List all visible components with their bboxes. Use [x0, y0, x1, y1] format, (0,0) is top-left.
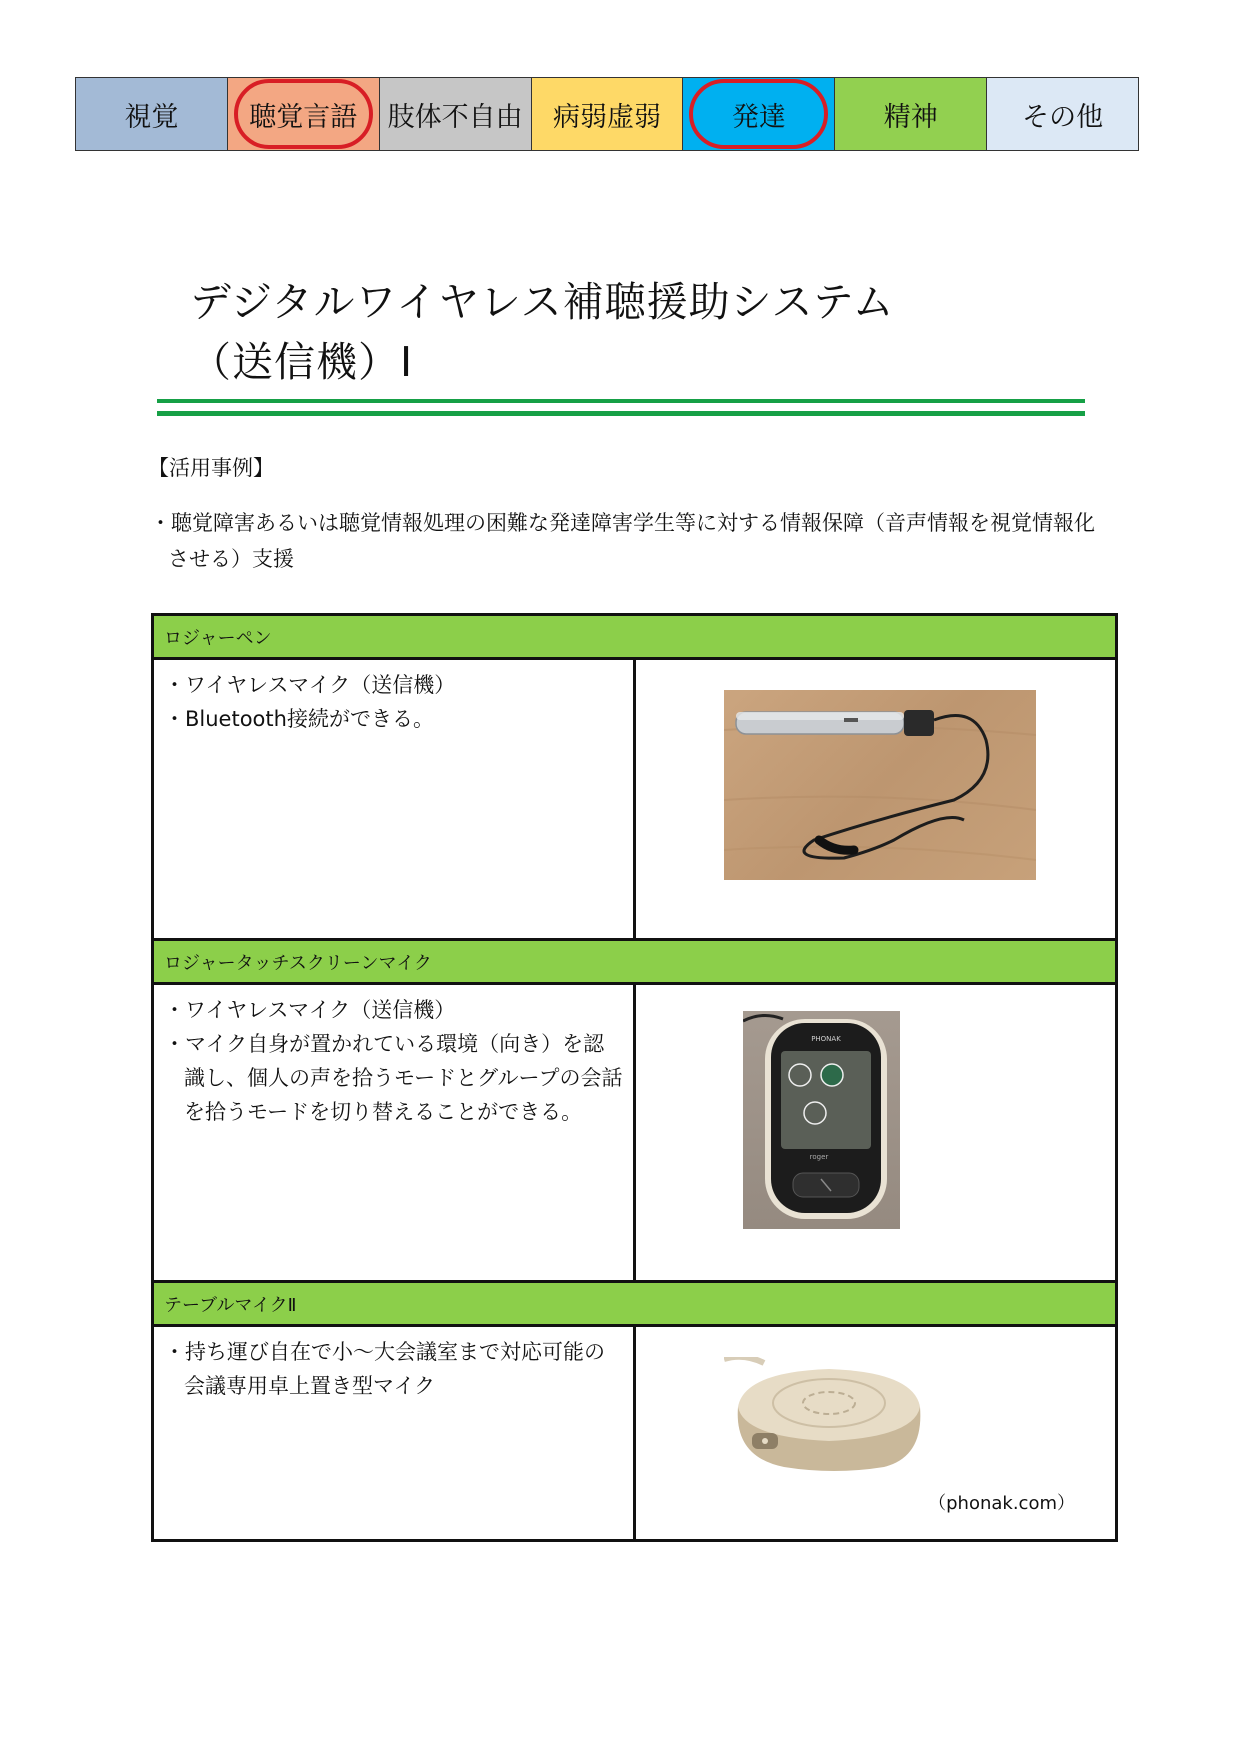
product-image-cell: [636, 660, 1115, 938]
product-row: [154, 1327, 1115, 1539]
category-label: その他: [1022, 101, 1104, 133]
category-developmental: [683, 78, 835, 150]
product-table: [151, 613, 1118, 1542]
category-other: [987, 78, 1138, 150]
product-image-cell: [636, 985, 1115, 1280]
table-mic-illustration: [724, 1357, 934, 1477]
product-name: テーブルマイクⅡ: [164, 1294, 297, 1316]
feature-item: ・ワイヤレスマイク（送信機）: [164, 998, 456, 1022]
case-description: ・聴覚障害あるいは聴覚情報処理の困難な発達障害学生等に対する情報保障（音声情報を視覚情報化させる）支援: [150, 511, 1095, 571]
product-row: [154, 985, 1115, 1283]
category-physical: [380, 78, 532, 150]
product-image-cell: [636, 1327, 1115, 1539]
device-logo: roger: [809, 1153, 829, 1161]
category-label: 病弱虚弱: [553, 101, 661, 133]
category-hearing-language: [228, 78, 380, 150]
product-name-row: [154, 1283, 1115, 1327]
category-label: 視覚: [124, 101, 179, 133]
touchscreen-mic-illustration: [743, 1011, 900, 1229]
product-name-row: [154, 616, 1115, 660]
table-mic-photo: [724, 1357, 934, 1477]
feature-item: ・ワイヤレスマイク（送信機）: [164, 673, 456, 697]
category-label: 肢体不自由: [387, 101, 523, 133]
page-title: [190, 272, 895, 392]
product-name-row: [154, 941, 1115, 985]
title-divider-top: [157, 399, 1085, 403]
pen-microphone-illustration: [724, 690, 1036, 880]
category-bar: [75, 77, 1139, 151]
product-features: [154, 985, 636, 1280]
feature-item: ・マイク自身が置かれている環境（向き）を認識し、個人の声を拾うモードとグループの会話を拾うモードを切り替えることができる。: [164, 1032, 623, 1124]
category-label: 発達: [731, 101, 786, 133]
photo-credit: （phonak.com）: [928, 1493, 1075, 1514]
touchscreen-mic-photo: [743, 1011, 900, 1229]
product-name: ロジャーペン: [164, 627, 272, 649]
category-label: 精神: [883, 101, 938, 133]
product-row: [154, 660, 1115, 941]
category-visual: [76, 78, 228, 150]
category-illness: [532, 78, 684, 150]
category-mental: [835, 78, 987, 150]
product-features: [154, 1327, 636, 1539]
title-divider-bottom: [157, 411, 1085, 416]
page-title-line1: デジタルワイヤレス補聴援助システム: [190, 278, 895, 326]
category-label: 聴覚言語: [249, 101, 358, 133]
pen-microphone-photo: [724, 690, 1036, 880]
device-brand: PHONAK: [811, 1035, 841, 1043]
product-features: [154, 660, 636, 938]
feature-item: ・Bluetooth接続ができる。: [164, 707, 434, 731]
page-title-line2: （送信機）Ⅰ: [190, 338, 414, 386]
case-heading: 【活用事例】: [148, 456, 274, 480]
feature-item: ・持ち運び自在で小～大会議室まで対応可能の会議専用卓上置き型マイク: [164, 1340, 605, 1398]
product-name: ロジャータッチスクリーンマイク: [164, 952, 432, 974]
